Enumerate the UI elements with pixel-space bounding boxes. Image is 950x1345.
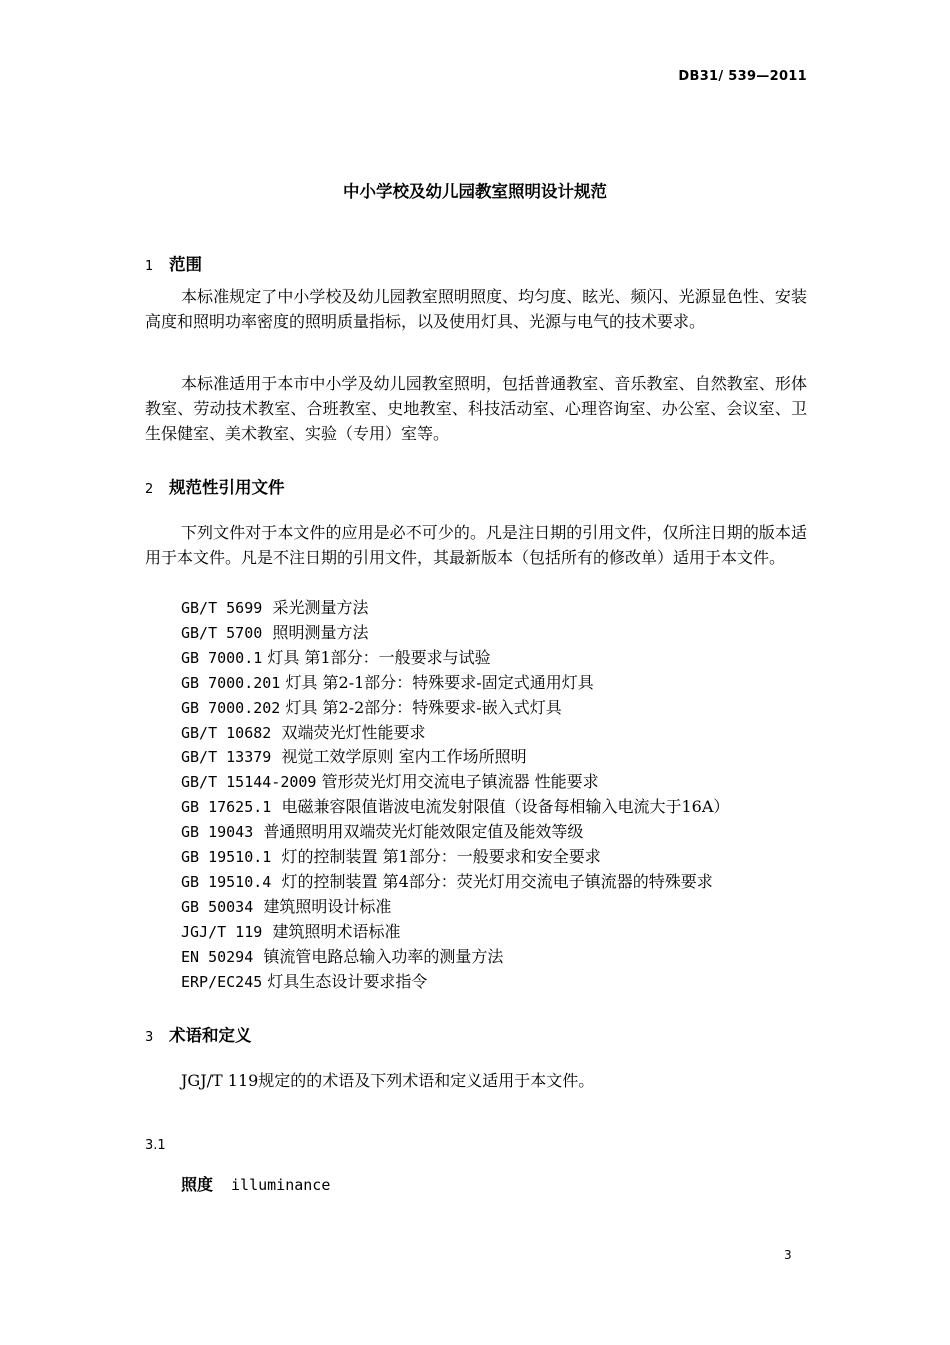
reference-item <box>181 596 729 621</box>
reference-item <box>181 945 729 970</box>
reference-name: 建筑照明术语标准 <box>272 921 401 941</box>
reference-item <box>181 621 729 646</box>
reference-name: 建筑照明设计标准 <box>263 896 392 916</box>
reference-name: 普通照明用双端荧光灯能效限定值及能效等级 <box>263 822 584 842</box>
section-3-title: 术语和定义 <box>169 1026 252 1045</box>
reference-code: GB 50034 <box>181 897 254 916</box>
term-english: illuminance <box>231 1176 331 1194</box>
reference-item <box>181 870 729 895</box>
section-2-heading <box>145 474 285 498</box>
reference-name: 双端荧光灯性能要求 <box>281 722 426 742</box>
reference-name: 灯具 第1部分：一般要求与试验 <box>267 647 491 667</box>
reference-code: GB 19510.1 <box>181 848 272 867</box>
reference-name: 采光测量方法 <box>272 598 369 617</box>
section-1-title: 范围 <box>169 255 202 274</box>
reference-item <box>181 920 729 945</box>
reference-code: GB 17625.1 <box>181 798 272 817</box>
reference-code: GB/T 13379 <box>181 748 272 767</box>
scope-paragraph-2: 本标准适用于本市中小学及幼儿园教室照明，包括普通教室、音乐教室、自然教室、形体教室、劳动技术教室、合班教室、史地教室、科技活动室、心理咨询室、办公室、会议室、卫生保健室、美术教室、实验（专用）室等。 <box>145 374 807 443</box>
reference-name: 灯具 第2-1部分：特殊要求-固定式通用灯具 <box>285 672 594 692</box>
reference-name: 灯的控制装置 第1部分：一般要求和安全要求 <box>281 847 601 867</box>
references-intro: 下列文件对于本文件的应用是必不可少的。凡是注日期的引用文件，仅所注日期的版本适用于本文件。凡是不注日期的引用文件，其最新版本（包括所有的修改单）适用于本文件。 <box>145 523 807 567</box>
reference-name: 照明测量方法 <box>272 622 369 642</box>
reference-name: 电磁兼容限值谐波电流发射限值（设备每相输入电流大于16A） <box>281 797 730 817</box>
reference-item <box>181 795 729 820</box>
document-title: 中小学校及幼儿园教室照明设计规范 <box>343 182 607 201</box>
section-3-number: 3 <box>145 1030 154 1045</box>
reference-code: EN 50294 <box>181 947 254 966</box>
reference-code: GB/T 5699 <box>181 599 263 617</box>
reference-name: 灯具生态设计要求指令 <box>267 971 428 991</box>
standard-code: DB31/ 539—2011 <box>678 69 807 84</box>
section-1-heading <box>145 251 202 275</box>
reference-name: 视觉工效学原则 室内工作场所照明 <box>281 747 527 767</box>
normative-references-list <box>181 596 729 995</box>
reference-code: GB 19043 <box>181 823 254 842</box>
reference-code: GB 7000.202 <box>181 698 281 717</box>
section-2-title: 规范性引用文件 <box>169 478 285 497</box>
reference-item <box>181 845 729 870</box>
section-1-number: 1 <box>145 259 154 274</box>
reference-name: 灯的控制装置 第4部分：荧光灯用交流电子镇流器的特殊要求 <box>281 871 713 891</box>
reference-code: GB 7000.1 <box>181 648 263 667</box>
section-3-heading <box>145 1022 252 1046</box>
reference-item <box>181 895 729 920</box>
reference-item <box>181 745 729 770</box>
reference-item <box>181 820 729 845</box>
reference-code: ERP/EC245 <box>181 972 263 991</box>
reference-name: 灯具 第2-2部分：特殊要求-嵌入式灯具 <box>285 697 562 717</box>
page-number: 3 <box>784 1248 792 1262</box>
reference-item <box>181 646 729 671</box>
terms-intro: JGJ/T 119规定的的术语及下列术语和定义适用于本文件。 <box>181 1071 595 1090</box>
reference-code: JGJ/T 119 <box>181 922 263 941</box>
reference-code: GB/T 5700 <box>181 623 263 642</box>
reference-code: GB 7000.201 <box>181 673 281 692</box>
reference-code: GB/T 10682 <box>181 723 272 742</box>
section-2-number: 2 <box>145 482 154 497</box>
reference-name: 镇流管电路总输入功率的测量方法 <box>263 946 504 966</box>
reference-item <box>181 696 729 721</box>
reference-item <box>181 721 729 746</box>
term-chinese: 照度 <box>181 1175 214 1194</box>
reference-name: 管形荧光灯用交流电子镇流器 性能要求 <box>321 772 599 792</box>
scope-paragraph-1: 本标准规定了中小学校及幼儿园教室照明照度、均匀度、眩光、频闪、光源显色性、安装高度和照明功率密度的照明质量指标，以及使用灯具、光源与电气的技术要求。 <box>145 287 807 331</box>
reference-item <box>181 970 729 995</box>
reference-code: GB 19510.4 <box>181 872 272 891</box>
reference-item <box>181 671 729 696</box>
reference-code: GB/T 15144-2009 <box>181 773 317 792</box>
clause-number: 3.1 <box>145 1138 166 1153</box>
term-entry <box>181 1172 330 1195</box>
reference-item <box>181 770 729 795</box>
